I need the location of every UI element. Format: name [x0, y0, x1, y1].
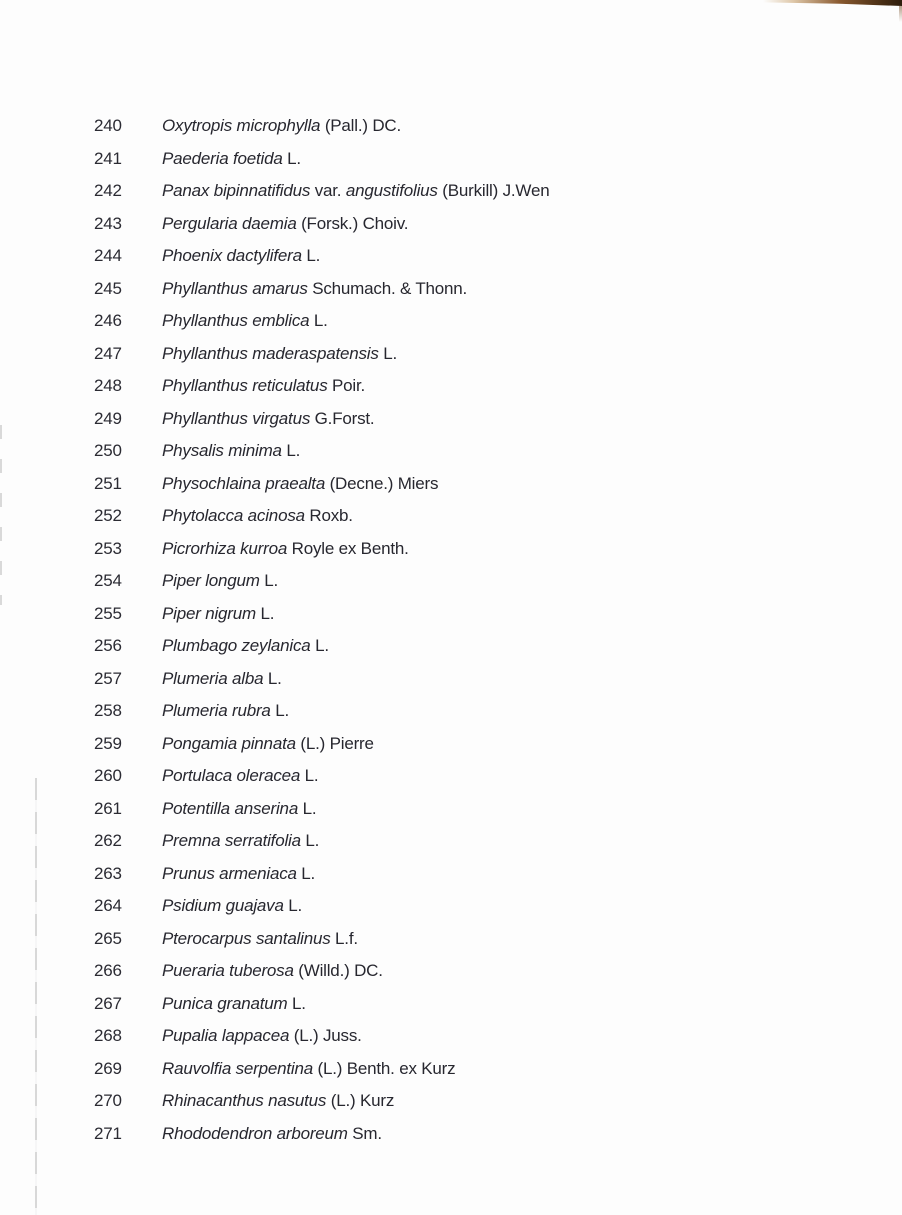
species-name-regular-segment: L. — [287, 993, 306, 1013]
item-number: 241 — [94, 148, 122, 168]
species-name-italic-segment: Premna serratifolia — [162, 831, 301, 850]
species-name-italic-segment: Rhinacanthus nasutus — [162, 1091, 327, 1110]
species-name-regular-segment: L. — [270, 701, 290, 720]
item-number: 247 — [94, 343, 122, 363]
item-number: 261 — [94, 798, 122, 818]
species-name — [162, 143, 301, 176]
species-name-italic-segment: Phoenix dactylifera — [162, 246, 302, 265]
species-name — [162, 923, 358, 956]
item-number: 257 — [94, 668, 122, 688]
species-name-italic-segment: Potentilla anserina — [162, 798, 299, 818]
list-item — [94, 208, 549, 241]
item-number: 252 — [94, 506, 122, 525]
item-number: 255 — [94, 603, 122, 623]
species-name-italic-segment: Prunus armeniaca — [162, 863, 297, 883]
species-name — [162, 305, 328, 338]
item-number: 251 — [94, 473, 122, 493]
list-item — [94, 565, 549, 598]
species-name — [162, 890, 302, 923]
item-number: 262 — [94, 831, 122, 850]
item-number: 264 — [94, 896, 122, 915]
species-name-regular-segment: L. — [300, 766, 319, 785]
item-number: 268 — [94, 1026, 122, 1045]
species-name-regular-segment: Poir. — [327, 376, 366, 395]
species-name-italic-segment: Picrorhiza kurroa — [162, 538, 288, 558]
species-name — [162, 793, 316, 826]
item-number: 244 — [94, 246, 122, 265]
species-name-italic-segment: Plumeria alba — [162, 668, 264, 688]
species-name-italic-segment: Portulaca oleracea — [162, 766, 301, 785]
species-name-italic-segment: Psidium guajava — [162, 896, 284, 915]
item-number: 242 — [94, 181, 122, 200]
species-name-italic-segment: Oxytropis microphylla — [162, 116, 321, 135]
species-name — [162, 403, 374, 436]
species-name-italic-segment: Rhododendron arboreum — [162, 1123, 348, 1143]
scan-artifact-left-line — [35, 778, 37, 1215]
species-name-regular-segment: Sm. — [347, 1123, 382, 1143]
species-name-regular-segment: (L.) Juss. — [289, 1026, 362, 1045]
species-name — [162, 598, 274, 631]
species-name-italic-segment: Phyllanthus maderaspatensis — [162, 343, 379, 363]
species-name — [162, 695, 289, 728]
item-number: 248 — [94, 376, 122, 395]
species-name-regular-segment: L. — [378, 343, 397, 363]
item-number: 254 — [94, 571, 122, 590]
item-number: 243 — [94, 213, 122, 233]
species-name — [162, 338, 397, 371]
species-name-italic-segment: angustifolius — [345, 181, 438, 200]
species-name-regular-segment: L. — [255, 603, 275, 623]
species-name — [162, 565, 278, 598]
item-number: 270 — [94, 1091, 122, 1110]
species-name — [162, 435, 300, 468]
list-item — [94, 1118, 549, 1151]
item-number: 267 — [94, 993, 122, 1013]
species-name-italic-segment: Phyllanthus virgatus — [162, 408, 311, 428]
list-item — [94, 695, 549, 728]
species-name-italic-segment: Physochlaina praealta — [162, 473, 326, 493]
species-name-italic-segment: Piper nigrum — [162, 603, 256, 623]
species-name-regular-segment: (L.) Pierre — [295, 733, 374, 753]
species-name — [162, 1020, 362, 1053]
item-number: 253 — [94, 538, 122, 558]
species-list — [94, 110, 549, 1150]
list-item — [94, 923, 549, 956]
species-name-italic-segment: Paederia foetida — [162, 148, 283, 168]
species-name-regular-segment: L. — [310, 636, 329, 655]
item-number: 246 — [94, 311, 122, 330]
list-item — [94, 1020, 549, 1053]
species-name — [162, 240, 320, 273]
list-item — [94, 338, 549, 371]
species-name — [162, 468, 438, 501]
species-name-regular-segment: (Decne.) Miers — [325, 473, 439, 493]
species-name — [162, 110, 401, 143]
species-name — [162, 273, 467, 306]
scan-artifact-left-dashes — [0, 425, 2, 605]
list-item — [94, 403, 549, 436]
species-name-regular-segment: L. — [259, 571, 279, 590]
species-name — [162, 1053, 455, 1086]
list-item — [94, 630, 549, 663]
species-name — [162, 663, 282, 696]
species-name-italic-segment: Phytolacca acinosa — [162, 506, 305, 525]
species-name-regular-segment: L. — [301, 246, 321, 265]
species-name-italic-segment: Piper longum — [162, 571, 260, 590]
list-item — [94, 1053, 549, 1086]
species-name-regular-segment: L. — [263, 668, 282, 688]
species-name-regular-segment: L. — [296, 863, 316, 883]
species-name-italic-segment: Phyllanthus emblica — [162, 311, 310, 330]
species-name-regular-segment: L. — [283, 896, 303, 915]
item-number: 259 — [94, 733, 122, 753]
species-name-italic-segment: Panax bipinnatifidus — [162, 181, 311, 200]
list-item — [94, 988, 549, 1021]
species-name-regular-segment: L.f. — [330, 928, 358, 948]
species-name-regular-segment: (L.) Benth. ex Kurz — [312, 1058, 456, 1078]
species-name — [162, 533, 409, 566]
species-name — [162, 760, 318, 793]
list-item — [94, 825, 549, 858]
item-number: 266 — [94, 961, 122, 980]
species-name-italic-segment: Physalis minima — [162, 441, 282, 460]
list-item — [94, 890, 549, 923]
list-item — [94, 955, 549, 988]
species-name — [162, 208, 408, 241]
item-number: 258 — [94, 701, 122, 720]
item-number: 249 — [94, 408, 122, 428]
list-item — [94, 468, 549, 501]
item-number: 263 — [94, 863, 122, 883]
species-name-italic-segment: Pergularia daemia — [162, 213, 297, 233]
list-item — [94, 663, 549, 696]
species-name-regular-segment: (Willd.) DC. — [293, 961, 383, 980]
species-name-regular-segment: var. — [310, 181, 346, 200]
list-item — [94, 273, 549, 306]
species-name — [162, 825, 319, 858]
item-number: 271 — [94, 1123, 122, 1143]
species-name — [162, 728, 374, 761]
list-item — [94, 760, 549, 793]
list-item — [94, 143, 549, 176]
species-name-italic-segment: Pterocarpus santalinus — [162, 928, 331, 948]
list-item — [94, 793, 549, 826]
species-name — [162, 1118, 382, 1151]
species-name — [162, 1085, 394, 1118]
species-name-regular-segment: Roxb. — [304, 506, 353, 525]
list-item — [94, 110, 549, 143]
list-item — [94, 1085, 549, 1118]
item-number: 260 — [94, 766, 122, 785]
species-name-regular-segment: L. — [309, 311, 328, 330]
scan-artifact-top-edge — [763, 0, 902, 6]
species-name — [162, 630, 329, 663]
species-name-regular-segment: (Burkill) J.Wen — [437, 181, 550, 200]
item-number: 245 — [94, 278, 122, 298]
species-name — [162, 858, 315, 891]
species-name-italic-segment: Punica granatum — [162, 993, 288, 1013]
species-name-regular-segment: L. — [282, 148, 301, 168]
species-name-regular-segment: (L.) Kurz — [326, 1091, 395, 1110]
species-name — [162, 955, 383, 988]
species-name-italic-segment: Plumeria rubra — [162, 701, 271, 720]
species-name — [162, 500, 353, 533]
species-name-italic-segment: Pupalia lappacea — [162, 1026, 290, 1045]
item-number: 269 — [94, 1058, 122, 1078]
species-name-regular-segment: Royle ex Benth. — [287, 538, 409, 558]
list-item — [94, 240, 549, 273]
species-name-regular-segment: (Pall.) DC. — [320, 116, 402, 135]
item-number: 240 — [94, 116, 122, 135]
list-item — [94, 305, 549, 338]
species-name — [162, 175, 549, 208]
species-name — [162, 370, 365, 403]
list-item — [94, 728, 549, 761]
species-name-regular-segment: L. — [300, 831, 320, 850]
list-item — [94, 598, 549, 631]
species-name-italic-segment: Phyllanthus amarus — [162, 278, 308, 298]
species-name-italic-segment: Pueraria tuberosa — [162, 961, 294, 980]
species-name-regular-segment: Schumach. & Thonn. — [307, 278, 468, 298]
item-number: 265 — [94, 928, 122, 948]
list-item — [94, 175, 549, 208]
species-name-regular-segment: G.Forst. — [310, 408, 375, 428]
species-name-italic-segment: Pongamia pinnata — [162, 733, 296, 753]
list-item — [94, 370, 549, 403]
species-name-regular-segment: L. — [281, 441, 301, 460]
species-name-italic-segment: Rauvolfia serpentina — [162, 1058, 313, 1078]
list-item — [94, 435, 549, 468]
species-name-regular-segment: L. — [298, 798, 317, 818]
species-name — [162, 988, 306, 1021]
species-name-italic-segment: Plumbago zeylanica — [162, 636, 311, 655]
list-item — [94, 500, 549, 533]
list-item — [94, 533, 549, 566]
list-item — [94, 858, 549, 891]
item-number: 250 — [94, 441, 122, 460]
item-number: 256 — [94, 636, 122, 655]
species-name-regular-segment: (Forsk.) Choiv. — [296, 213, 409, 233]
species-name-italic-segment: Phyllanthus reticulatus — [162, 376, 328, 395]
